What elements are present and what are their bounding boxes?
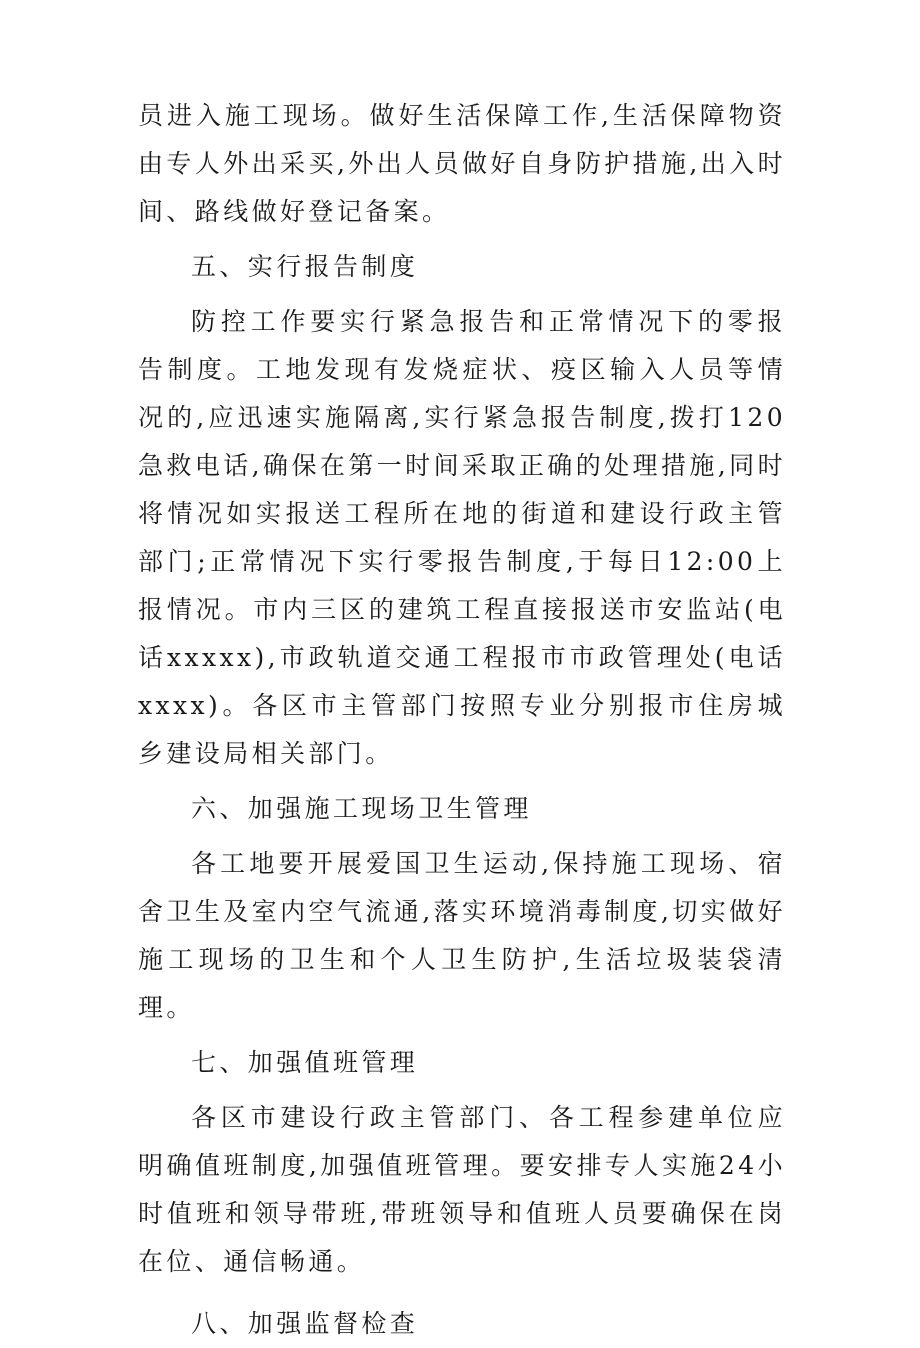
section-heading-5: 五、实行报告制度 xyxy=(191,252,419,281)
section-heading-6: 六、加强施工现场卫生管理 xyxy=(191,794,532,823)
paragraph-onsite-logistics: 员进入施工现场。做好生活保障工作,生活保障物资由专人外出采买,外出人员做好自身防护措施,出入时间、路线做好登记备案。 xyxy=(138,101,786,226)
section-heading-7: 七、加强值班管理 xyxy=(191,1048,419,1077)
paragraph-reporting-system: 防控工作要实行紧急报告和正常情况下的零报告制度。工地发现有发烧症状、疫区输入人员等情况的,应迅速实施隔离,实行紧急报告制度,拨打120急救电话,确保在第一时间采取正确的处理措施,同时将情况如实报送工程所在地的街道和建设行政主管部门;正常情况下实行零报告制度,于每日12:00上报情况。市内三区的建筑工程直接报送市安监站(电话xxxxx),市政轨道交通工程报市市政管理处(电话xxxx)。各区市主管部门按照专业分别报市住房城乡建设局相关部门。 xyxy=(138,307,786,768)
document-page xyxy=(138,92,786,1348)
paragraph-duty-management: 各区市建设行政主管部门、各工程参建单位应明确值班制度,加强值班管理。要安排专人实施24小时值班和领导带班,带班领导和值班人员要确保在岗在位、通信畅通。 xyxy=(138,1103,786,1276)
section-heading-8: 八、加强监督检查 xyxy=(191,1309,419,1338)
paragraph-site-hygiene: 各工地要开展爱国卫生运动,保持施工现场、宿舍卫生及室内空气流通,落实环境消毒制度,切实做好施工现场的卫生和个人卫生防护,生活垃圾装袋清理。 xyxy=(138,849,786,1022)
